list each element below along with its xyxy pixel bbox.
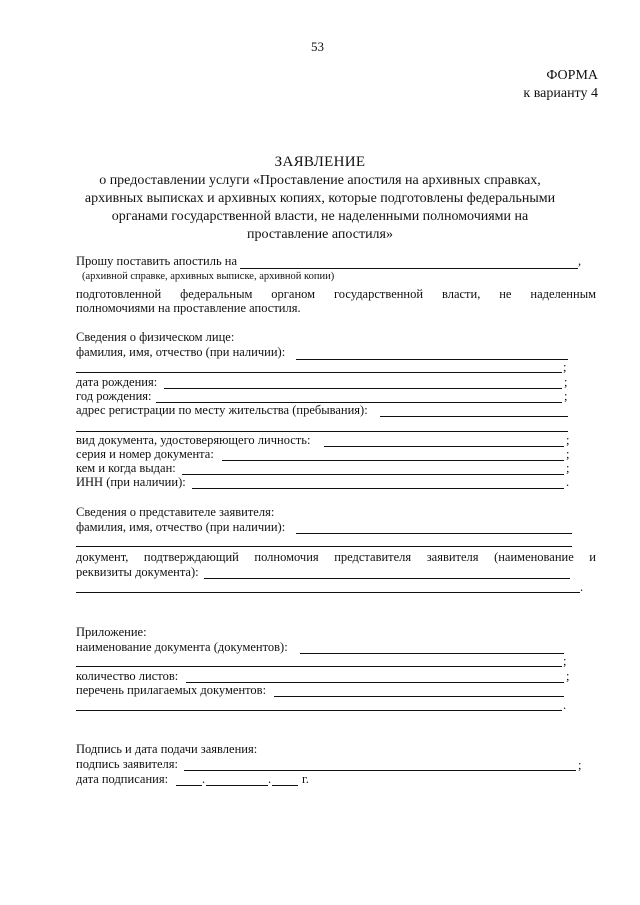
sign-date-label: дата подписания: (76, 772, 169, 786)
representative-doc-field-2[interactable] (76, 592, 580, 593)
series-semicolon: ; (566, 447, 570, 461)
representative-doc-text-1: документ, подтверждающий полномочия представителя заявителя (наименование и (76, 550, 596, 564)
birth-date-label: дата рождения: (76, 375, 158, 389)
id-doc-label: вид документа, удостоверяющего личность: (76, 433, 311, 447)
sheets-semicolon: ; (566, 669, 570, 683)
page-number: 53 (311, 39, 324, 54)
request-label: Прошу поставить апостиль на (76, 254, 238, 268)
representative-fio-field-2[interactable] (76, 546, 572, 547)
subtitle-line-3: органами государственной власти, не наделенными полномочиями на (111, 209, 529, 224)
signature-label: подпись заявителя: (76, 757, 178, 771)
signature-semicolon: ; (578, 758, 582, 772)
inn-period: . (566, 475, 570, 489)
sign-date-year-field[interactable] (272, 785, 298, 786)
subtitle-line-4: проставление апостиля» (246, 227, 393, 242)
attachment-doc-field[interactable] (300, 653, 564, 654)
person-fio-label: фамилия, имя, отчество (при наличии): (76, 345, 286, 359)
sign-date-day-field[interactable] (176, 785, 202, 786)
person-fio-field-2[interactable] (76, 372, 562, 373)
document-title: ЗАЯВЛЕНИЕ (274, 154, 366, 170)
signature-field[interactable] (184, 770, 576, 771)
attachment-doc-semicolon: ; (563, 654, 567, 668)
representative-doc-period: . (580, 580, 584, 594)
representative-doc-field[interactable] (204, 578, 570, 579)
birth-year-label: год рождения: (76, 389, 152, 403)
inn-field[interactable] (192, 488, 564, 489)
attachment-list-field-2[interactable] (76, 710, 562, 711)
attachment-list-field[interactable] (274, 696, 564, 697)
birth-year-semicolon: ; (564, 389, 568, 403)
id-doc-semicolon: ; (566, 433, 570, 447)
subtitle-line-1: о предоставлении услуги «Проставление апостиля на архивных справках, (99, 173, 541, 188)
series-label: серия и номер документа: (76, 447, 214, 461)
address-field-2[interactable] (76, 431, 568, 432)
request-text-2: полномочиями на проставление апостиля. (76, 301, 301, 315)
representative-doc-text-2: реквизиты документа): (76, 565, 199, 579)
id-doc-field[interactable] (324, 446, 564, 447)
subtitle-line-2: архивных выписках и архивных копиях, которые подготовлены федеральными (84, 191, 556, 206)
sign-date-year-suffix: г. (302, 772, 309, 786)
request-comma: , (578, 254, 582, 268)
signature-heading: Подпись и дата подачи заявления: (76, 742, 258, 756)
attachment-heading: Приложение: (76, 625, 147, 639)
issued-label: кем и когда выдан: (76, 461, 176, 475)
attachment-list-period: . (563, 698, 567, 712)
person-heading: Сведения о физическом лице: (76, 330, 235, 344)
birth-date-semicolon: ; (564, 375, 568, 389)
request-hint: (архивной справке, архивных выписке, архивной копии) (82, 271, 335, 282)
attachment-list-label: перечень прилагаемых документов: (76, 683, 267, 697)
sign-date-sep-2: . (268, 772, 272, 786)
request-text-1: подготовленной федеральным органом государственной власти, не наделенным (76, 287, 596, 301)
sheets-label: количество листов: (76, 669, 179, 683)
birth-date-field[interactable] (164, 388, 562, 389)
representative-fio-label: фамилия, имя, отчество (при наличии): (76, 520, 286, 534)
issued-semicolon: ; (566, 461, 570, 475)
inn-label: ИНН (при наличии): (76, 475, 186, 489)
issued-field[interactable] (182, 474, 564, 475)
address-label: адрес регистрации по месту жительства (пребывания): (76, 403, 368, 417)
address-field[interactable] (380, 416, 568, 417)
representative-fio-field[interactable] (296, 533, 572, 534)
attachment-doc-label: наименование документа (документов): (76, 640, 288, 654)
variant-label: к варианту 4 (523, 86, 598, 101)
request-field[interactable] (240, 268, 578, 269)
sign-date-sep-1: . (202, 772, 206, 786)
person-fio-field[interactable] (296, 359, 568, 360)
series-field[interactable] (222, 460, 564, 461)
representative-heading: Сведения о представителе заявителя: (76, 505, 275, 519)
person-fio-semicolon: ; (563, 360, 567, 374)
sign-date-month-field[interactable] (206, 785, 268, 786)
form-label: ФОРМА (546, 68, 598, 83)
attachment-doc-field-2[interactable] (76, 666, 562, 667)
